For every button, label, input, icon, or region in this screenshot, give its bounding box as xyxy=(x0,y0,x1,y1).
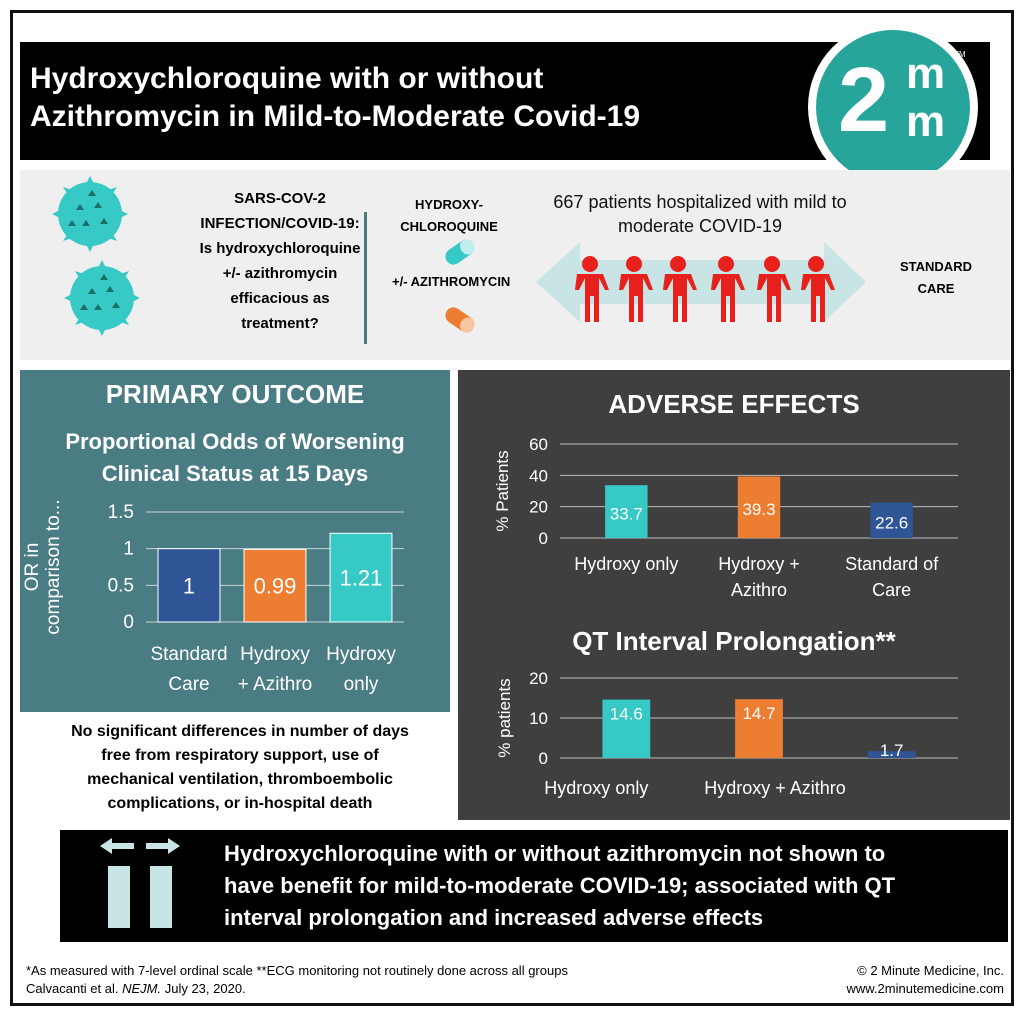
note-line-2: free from respiratory support, use of xyxy=(101,747,379,764)
hydroxy-line-2: CHLOROQUINE xyxy=(400,219,498,234)
footnote-text: *As measured with 7-level ordinal scale **ECG monitoring not routinely done across all groups xyxy=(26,963,568,978)
data-label: 39.3 xyxy=(742,500,776,520)
y-axis-label: comparison to... xyxy=(43,499,64,635)
question-line-3: Is hydroxychloroquine xyxy=(199,240,361,257)
adverse-effects-heading: ADVERSE EFFECTS xyxy=(608,389,860,419)
y-tick-label: 20 xyxy=(529,497,548,517)
y-tick-label: 20 xyxy=(529,669,548,688)
data-label: 14.6 xyxy=(609,704,643,724)
primary-outcome-subtitle xyxy=(20,426,450,490)
patients-line-2: moderate COVID-19 xyxy=(617,216,783,236)
data-label: 14.7 xyxy=(742,704,776,724)
title-line-2: Azithromycin in Mild-to-Moderate Covid-19 xyxy=(30,100,641,133)
question-line-5: efficacious as xyxy=(230,290,330,307)
adverse-effects-chart xyxy=(458,426,1010,606)
chart-title: QT Interval Prolongation** xyxy=(572,626,896,656)
footnotes xyxy=(26,962,726,998)
copyright-block xyxy=(760,962,1004,998)
logo-numeral: 2 xyxy=(838,49,890,151)
citation-date: July 23, 2020. xyxy=(161,981,246,996)
x-tick-label: Azithro xyxy=(730,580,788,600)
hydroxy-line-1: HYDROXY- xyxy=(415,197,483,212)
data-label: 1.21 xyxy=(339,565,383,591)
equals-icon xyxy=(96,834,186,934)
data-label: 1 xyxy=(182,573,196,599)
research-question xyxy=(180,186,380,336)
data-label: 22.6 xyxy=(875,513,909,533)
primary-outcome-heading: PRIMARY OUTCOME xyxy=(105,379,365,409)
data-label: 0.99 xyxy=(253,573,297,599)
virus-icon xyxy=(64,260,140,336)
page-title xyxy=(30,60,790,136)
citation-journal: NEJM. xyxy=(122,981,162,996)
odds-ratio-chart xyxy=(20,496,450,706)
citation-authors: Calvacanti et al. xyxy=(26,981,123,996)
y-tick-label: 0.5 xyxy=(107,575,134,597)
secondary-outcomes-note xyxy=(30,720,450,816)
logo-m-top: m xyxy=(906,49,946,98)
x-tick-label: only xyxy=(343,674,379,695)
x-tick-label: Hydroxy xyxy=(326,644,396,665)
x-tick-label: Hydroxy xyxy=(240,644,310,665)
patients-description xyxy=(530,190,870,238)
y-axis-label: % Patients xyxy=(493,450,512,532)
logo-m-bottom: m xyxy=(906,97,946,146)
question-line-6: treatment? xyxy=(241,315,319,332)
standard-line-1: STANDARD xyxy=(900,259,972,274)
hydroxy-label xyxy=(394,194,504,238)
y-tick-label: 10 xyxy=(529,709,548,728)
brand-logo xyxy=(808,22,978,192)
y-tick-label: 0 xyxy=(123,612,134,633)
y-axis-label: OR in xyxy=(22,542,43,592)
y-tick-label: 0 xyxy=(538,749,548,768)
y-axis-label: % patients xyxy=(495,678,514,758)
virus-illustration xyxy=(22,176,172,356)
vertical-divider xyxy=(364,212,367,344)
conclusion-line-3: interval prolongation and increased adverse effects xyxy=(224,905,764,930)
y-tick-label: 40 xyxy=(529,466,548,486)
note-line-3: mechanical ventilation, thromboembolic xyxy=(87,771,393,788)
conclusion-text xyxy=(224,838,1004,934)
note-line-1: No significant differences in number of days xyxy=(71,723,409,740)
x-tick-label: Care xyxy=(872,580,912,600)
y-tick-label: 0 xyxy=(538,529,548,548)
website-link[interactable]: www.2minutemedicine.com xyxy=(846,981,1004,996)
logo-trademark: TM xyxy=(954,50,966,59)
conclusion-line-1: Hydroxychloroquine with or without azithromycin not shown to xyxy=(224,841,886,866)
x-tick-label: Hydroxy + xyxy=(718,554,800,574)
question-line-2: INFECTION/COVID-19: xyxy=(200,215,360,232)
data-label: 1.7 xyxy=(879,741,904,760)
x-tick-label: Hydroxy only xyxy=(574,554,679,574)
question-line-4: +/- azithromycin xyxy=(222,265,338,282)
logo-circle xyxy=(816,30,970,184)
y-tick-label: 1.5 xyxy=(107,502,134,523)
subtitle-line-2: Clinical Status at 15 Days xyxy=(101,461,369,486)
standard-care-label xyxy=(880,256,992,300)
note-line-4: complications, or in-hospital death xyxy=(107,795,373,812)
patients-line-1: 667 patients hospitalized with mild to xyxy=(553,192,847,212)
x-tick-label: Standard xyxy=(150,644,228,665)
title-line-1: Hydroxychloroquine with or without xyxy=(30,62,544,95)
x-tick-label: Hydroxy only xyxy=(544,778,649,798)
citation xyxy=(26,980,726,998)
y-tick-label: 60 xyxy=(529,435,548,454)
copyright-text: © 2 Minute Medicine, Inc. xyxy=(857,963,1004,978)
randomization-graphic xyxy=(536,236,868,328)
capsule-icon xyxy=(440,234,480,270)
data-label: 33.7 xyxy=(609,504,643,524)
conclusion-line-2: have benefit for mild-to-moderate COVID-19; associated with QT xyxy=(224,873,896,898)
qt-prolongation-chart xyxy=(458,618,1010,814)
question-line-1: SARS-COV-2 xyxy=(234,190,326,207)
x-tick-label: Care xyxy=(168,674,210,695)
capsule-icon xyxy=(440,302,480,338)
standard-line-2: CARE xyxy=(917,281,955,296)
azithro-label: +/- AZITHROMYCIN xyxy=(392,274,511,289)
x-tick-label: Standard of xyxy=(845,554,939,574)
x-tick-label: + Azithro xyxy=(237,674,313,695)
x-tick-label: Hydroxy + Azithro xyxy=(704,778,846,798)
subtitle-line-1: Proportional Odds of Worsening xyxy=(65,429,405,454)
y-tick-label: 1 xyxy=(123,538,134,560)
virus-icon xyxy=(52,176,128,252)
